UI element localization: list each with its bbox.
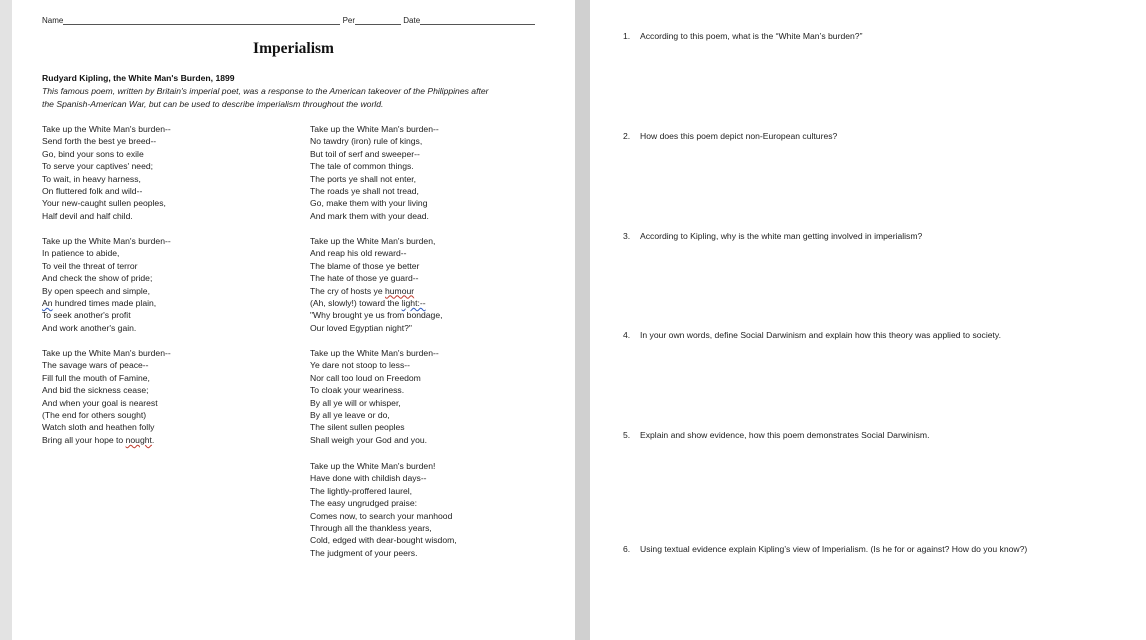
poem-line: The savage wars of peace--	[42, 360, 149, 371]
poem-line: To wait, in heavy harness,	[42, 173, 141, 184]
intro-line-1: This famous poem, written by Britain's imperial poet, was a response to the American takeover of the Philippines after	[42, 86, 489, 96]
poem-line: Fill full the mouth of Famine,	[42, 372, 150, 383]
poem-line: Bring all your hope to nought.	[42, 434, 155, 445]
name-blank[interactable]	[63, 16, 340, 25]
poem-line: Go, make them with your living	[310, 198, 428, 209]
question-6[interactable]	[623, 544, 1027, 554]
question-text: According to Kipling, why is the white man getting involved in imperialism?	[640, 231, 923, 241]
stanza-3	[42, 347, 171, 446]
poem-line: The blame of those ye better	[310, 260, 420, 271]
poem-line: By all ye leave or do,	[310, 410, 390, 421]
poem-line: Take up the White Man's burden--	[310, 124, 439, 134]
poem-line: The judgment of your peers.	[310, 547, 418, 558]
poem-line: Take up the White Man's burden--	[42, 124, 171, 134]
per-blank[interactable]	[355, 16, 401, 25]
poem-line: Cold, edged with dear-bought wisdom,	[310, 535, 457, 546]
poem-line: And check the show of pride;	[42, 273, 153, 284]
stanza-7	[310, 460, 457, 559]
poem-intro	[42, 85, 542, 110]
poem-line: And mark them with your dead.	[310, 210, 429, 221]
poem-line: The hate of those ye guard--	[310, 273, 419, 284]
poem-line: Watch sloth and heathen folly	[42, 422, 155, 433]
spellcheck-mark: An	[42, 298, 53, 309]
poem-line: The silent sullen peoples	[310, 422, 405, 433]
stanza-1	[42, 123, 171, 222]
question-1[interactable]	[623, 31, 862, 41]
poem-line: To seek another's profit	[42, 310, 131, 321]
poem-line: And work another's gain.	[42, 322, 137, 333]
poem-line: And reap his old reward--	[310, 248, 407, 259]
question-text: In your own words, define Social Darwinism and explain how this theory was applied to society.	[640, 330, 1001, 340]
poem-line: The roads ye shall not tread,	[310, 186, 419, 197]
spellcheck-mark: nought	[125, 434, 152, 445]
poem-line: Take up the White Man's burden,	[310, 236, 436, 246]
poem-line: Ye dare not stoop to less--	[310, 360, 411, 371]
question-number: 1.	[623, 31, 631, 41]
poem-line: The easy ungrudged praise:	[310, 498, 418, 509]
poem-line: No tawdry (iron) rule of kings,	[310, 136, 423, 147]
poem-line: The tale of common things.	[310, 161, 414, 172]
student-info-line	[42, 16, 542, 25]
question-4[interactable]	[623, 330, 1001, 340]
name-label: Name	[42, 16, 64, 25]
poem-line: To serve your captives' need;	[42, 161, 154, 172]
question-text: Using textual evidence explain Kipling’s view of Imperialism. (Is he for or against? How do you know?)	[640, 544, 1028, 554]
question-5[interactable]	[623, 430, 929, 440]
poem-line: And bid the sickness cease;	[42, 385, 149, 396]
poem-line: The lightly-proffered laurel,	[310, 485, 413, 496]
poem-line: Comes now, to search your manhood	[310, 510, 453, 521]
poem-line: But toil of serf and sweeper--	[310, 148, 420, 159]
poem-line: Take up the White Man's burden--	[310, 348, 439, 358]
question-text: Explain and show evidence, how this poem demonstrates Social Darwinism.	[640, 430, 930, 440]
question-number: 6.	[623, 544, 631, 554]
poem-line: The cry of hosts ye humour	[310, 285, 415, 296]
poem-line: Our loved Egyptian night?"	[310, 322, 412, 333]
intro-line-2: the Spanish-American War, but can be used to describe imperialism throughout the world.	[42, 98, 384, 109]
question-number: 4.	[623, 330, 631, 340]
poem-line: Send forth the best ye breed--	[42, 136, 157, 147]
poem-line: "Why brought ye us from bondage,	[310, 310, 443, 321]
poem-line: Go, bind your sons to exile	[42, 148, 144, 159]
poem-line: To cloak your weariness.	[310, 385, 405, 396]
poem-line: Through all the thankless years,	[310, 523, 432, 534]
canvas-margin	[0, 0, 12, 640]
stanza-5	[310, 235, 443, 334]
question-2[interactable]	[623, 131, 837, 141]
poem-line: Have done with childish days--	[310, 473, 427, 484]
document-page-2[interactable]	[590, 0, 1146, 640]
poem-line: In patience to abide,	[42, 248, 120, 259]
document-page-1[interactable]	[12, 0, 575, 640]
poem-line: An hundred times made plain,	[42, 298, 157, 309]
question-number: 5.	[623, 430, 631, 440]
page-title: Imperialism	[253, 40, 334, 57]
spellcheck-mark: light:--	[401, 298, 426, 309]
question-3[interactable]	[623, 231, 922, 241]
poem-line: By open speech and simple,	[42, 285, 150, 296]
stanza-2	[42, 235, 171, 334]
poem-line: Half devil and half child.	[42, 210, 133, 221]
poem-line: Shall weigh your God and you.	[310, 434, 428, 445]
poem-line: Take up the White Man's burden--	[42, 348, 171, 358]
poem-line: (Ah, slowly!) toward the light:--	[310, 298, 426, 309]
poem-line: To veil the threat of terror	[42, 260, 138, 271]
question-number: 2.	[623, 131, 631, 141]
date-blank[interactable]	[420, 16, 535, 25]
poem-line: Take up the White Man's burden--	[42, 236, 171, 246]
poem-line: Take up the White Man's burden!	[310, 461, 436, 471]
page-gap	[575, 0, 590, 640]
question-text: According to this poem, what is the “White Man’s burden?”	[640, 31, 863, 41]
date-label: Date	[403, 16, 421, 25]
poem-line: On fluttered folk and wild--	[42, 186, 143, 197]
spellcheck-mark: humour	[385, 285, 415, 296]
poem-line: And when your goal is nearest	[42, 397, 158, 408]
question-number: 3.	[623, 231, 631, 241]
question-text: How does this poem depict non-European cultures?	[640, 131, 838, 141]
poem-line: Your new-caught sullen peoples,	[42, 198, 166, 209]
poem-line: (The end for others sought)	[42, 410, 147, 421]
poem-line: Nor call too loud on Freedom	[310, 372, 421, 383]
stanza-4	[310, 123, 439, 222]
poem-line: The ports ye shall not enter,	[310, 173, 417, 184]
stanza-6	[310, 347, 439, 446]
per-label: Per	[342, 16, 356, 25]
poem-line: By all ye will or whisper,	[310, 397, 401, 408]
poem-subheading: Rudyard Kipling, the White Man's Burden, 1899	[42, 73, 235, 83]
